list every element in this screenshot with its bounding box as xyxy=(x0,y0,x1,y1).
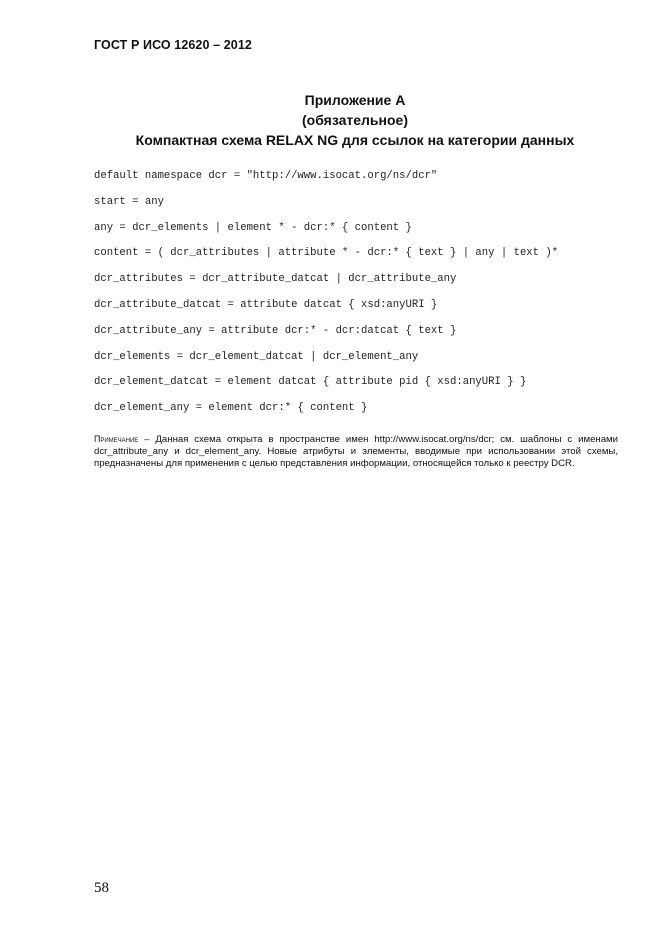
page-number: 58 xyxy=(94,880,109,896)
code-line-any: any = dcr_elements | element * - dcr:* { content } xyxy=(94,221,412,234)
code-line-dcr-element-datcat: dcr_element_datcat = element datcat { attribute pid { xsd:anyURI } } xyxy=(94,376,527,389)
code-line-namespace: default namespace dcr = "http://www.isocat.org/ns/dcr" xyxy=(94,170,438,182)
code-line-dcr-attributes: dcr_attributes = dcr_attribute_datcat | dcr_attribute_any xyxy=(94,273,457,286)
note-paragraph xyxy=(94,433,618,471)
annex-status: (обязательное) xyxy=(301,112,408,128)
code-line-start: start = any xyxy=(94,195,164,208)
annex-title: Приложение А xyxy=(304,92,406,108)
code-line-dcr-attribute-datcat: dcr_attribute_datcat = attribute datcat { xsd:anyURI } xyxy=(94,298,438,311)
note-label: Примечание xyxy=(94,434,139,444)
code-line-dcr-element-any: dcr_element_any = element dcr:* { content } xyxy=(94,402,368,415)
annex-title-block xyxy=(60,90,650,150)
page-header-standard-code: ГОСТ Р ИСО 12620 – 2012 xyxy=(94,38,252,52)
note-text: – Данная схема открыта в пространстве имен http://www.isocat.org/ns/dcr; см. шаблоны с именами dcr_attribute_any и dcr_element_any. Новые атрибуты и элементы, вводимые при использовании этой схемы, предназначены для применения с целью представления информации, относящейся только к реестру DCR. xyxy=(94,434,618,470)
code-line-content: content = ( dcr_attributes | attribute * - dcr:* { text } | any | text )* xyxy=(94,247,559,260)
code-line-dcr-elements: dcr_elements = dcr_element_datcat | dcr_element_any xyxy=(94,350,419,363)
annex-heading: Компактная схема RELAX NG для ссылок на категории данных xyxy=(135,132,575,148)
code-line-dcr-attribute-any: dcr_attribute_any = attribute dcr:* - dcr:datcat { text } xyxy=(94,324,457,337)
relax-ng-schema-code xyxy=(94,164,634,422)
